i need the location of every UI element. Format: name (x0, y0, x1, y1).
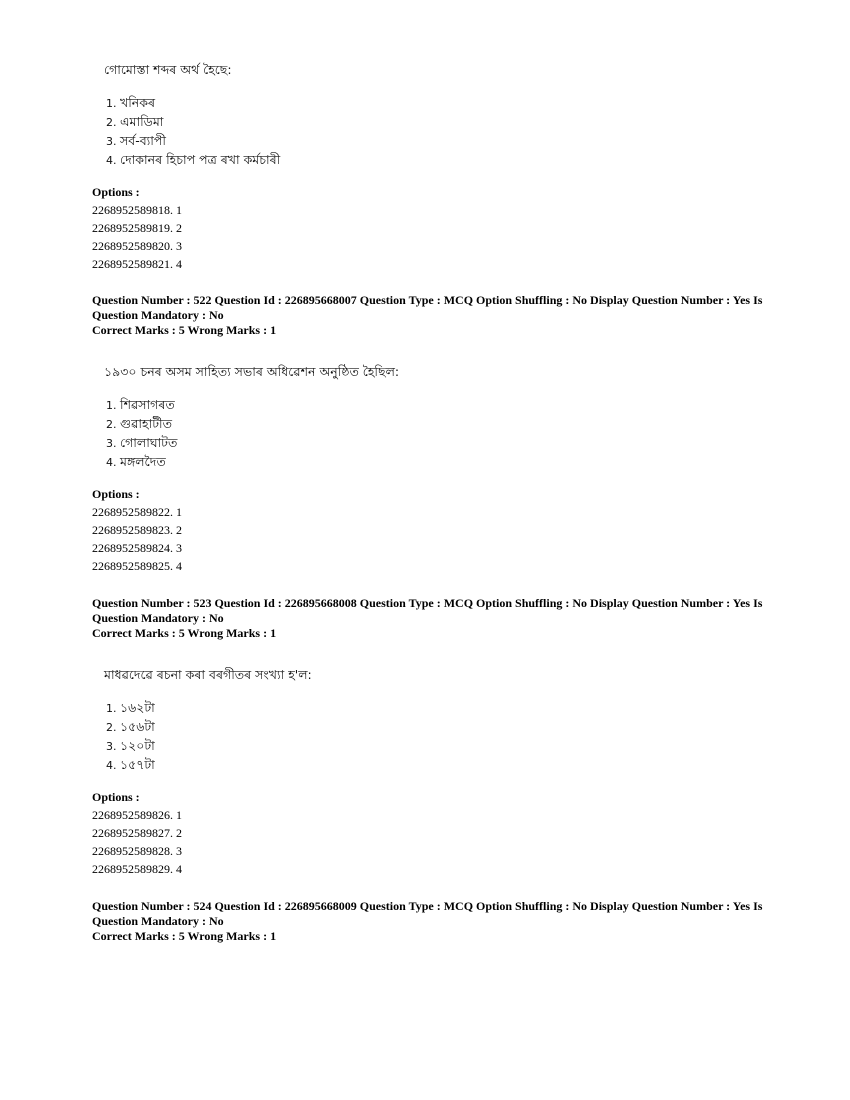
question-523-body (92, 667, 772, 775)
choice-number: 4. (106, 154, 117, 167)
choice-number: 3. (106, 437, 117, 450)
options-label: Options : (92, 185, 140, 199)
choice-number: 1. (106, 702, 117, 715)
option-id: 2268952589823. 2 (92, 523, 182, 537)
option-id: 2268952589828. 3 (92, 844, 182, 858)
choice-text: মঙ্গলদৈত (120, 454, 166, 469)
choice-number: 1. (106, 97, 117, 110)
question-mandatory: Question Mandatory : No (92, 308, 224, 322)
question-mandatory: Question Mandatory : No (92, 914, 224, 928)
choice-item (106, 94, 772, 113)
choice-number: 4. (106, 759, 117, 772)
choice-text: ১৫৭টা (120, 757, 155, 772)
choice-item (106, 151, 772, 170)
option-id: 2268952589825. 4 (92, 559, 182, 573)
question-mandatory: Question Mandatory : No (92, 611, 224, 625)
options-label: Options : (92, 790, 140, 804)
choice-text: খনিকৰ (120, 95, 156, 110)
options-block-522 (92, 486, 772, 575)
choice-item (106, 113, 772, 132)
marks-line: Correct Marks : 5 Wrong Marks : 1 (92, 323, 277, 337)
options-label: Options : (92, 487, 140, 501)
choice-number: 3. (106, 135, 117, 148)
option-id: 2268952589826. 1 (92, 808, 182, 822)
choice-item (106, 434, 772, 453)
choice-item (106, 132, 772, 151)
choice-text: ১২০টা (120, 738, 155, 753)
choice-number: 2. (106, 721, 117, 734)
option-id: 2268952589821. 4 (92, 257, 182, 271)
choice-item (106, 396, 772, 415)
option-id: 2268952589822. 1 (92, 505, 182, 519)
question-stem: গোমোস্তা শব্দৰ অৰ্থ হৈছে: (104, 62, 232, 77)
options-block-521 (92, 184, 772, 273)
marks-line: Correct Marks : 5 Wrong Marks : 1 (92, 929, 277, 943)
choice-number: 2. (106, 418, 117, 431)
choice-list (106, 699, 772, 775)
question-meta-line: Question Number : 522 Question Id : 226895668007 Question Type : MCQ Option Shuffling : No Display Question Number : Yes Is (92, 293, 763, 307)
question-meta-line: Question Number : 523 Question Id : 226895668008 Question Type : MCQ Option Shuffling : No Display Question Number : Yes Is (92, 596, 763, 610)
question-521-body (92, 62, 772, 170)
choice-number: 3. (106, 740, 117, 753)
option-id: 2268952589827. 2 (92, 826, 182, 840)
question-stem: মাধৱদেৱে ৰচনা কৰা বৰগীতৰ সংখ্যা হ'ল: (104, 667, 312, 682)
option-id: 2268952589829. 4 (92, 862, 182, 876)
choice-item (106, 718, 772, 737)
option-id: 2268952589819. 2 (92, 221, 182, 235)
question-522-meta (92, 293, 772, 338)
question-522-body (92, 364, 772, 472)
choice-item (106, 415, 772, 434)
question-stem: ১৯৩০ চনৰ অসম সাহিত্য সভাৰ অধিৱেশন অনুষ্ঠিত হৈছিল: (104, 364, 400, 379)
marks-line: Correct Marks : 5 Wrong Marks : 1 (92, 626, 277, 640)
option-id: 2268952589818. 1 (92, 203, 182, 217)
options-block-523 (92, 789, 772, 878)
choice-text: শিৱসাগৰত (120, 397, 175, 412)
choice-text: গোলাঘাটত (120, 435, 178, 450)
choice-number: 1. (106, 399, 117, 412)
choice-text: ১৫৬টা (120, 719, 155, 734)
option-id: 2268952589820. 3 (92, 239, 182, 253)
choice-text: দোকানৰ হিচাপ পত্ৰ ৰখা কৰ্মচাৰী (120, 152, 281, 167)
choice-text: ১৬২টা (120, 700, 155, 715)
question-524-meta (92, 899, 772, 944)
choice-text: সৰ্ব-ব্যাপী (120, 133, 166, 148)
choice-item (106, 756, 772, 775)
choice-text: গুৱাহাটীত (120, 416, 172, 431)
choice-number: 4. (106, 456, 117, 469)
choice-text: এমাডিমা (120, 114, 164, 129)
choice-item (106, 453, 772, 472)
choice-list (106, 396, 772, 472)
choice-item (106, 699, 772, 718)
option-id: 2268952589824. 3 (92, 541, 182, 555)
choice-list (106, 94, 772, 170)
choice-number: 2. (106, 116, 117, 129)
choice-item (106, 737, 772, 756)
question-523-meta (92, 596, 772, 641)
question-meta-line: Question Number : 524 Question Id : 226895668009 Question Type : MCQ Option Shuffling : No Display Question Number : Yes Is (92, 899, 763, 913)
